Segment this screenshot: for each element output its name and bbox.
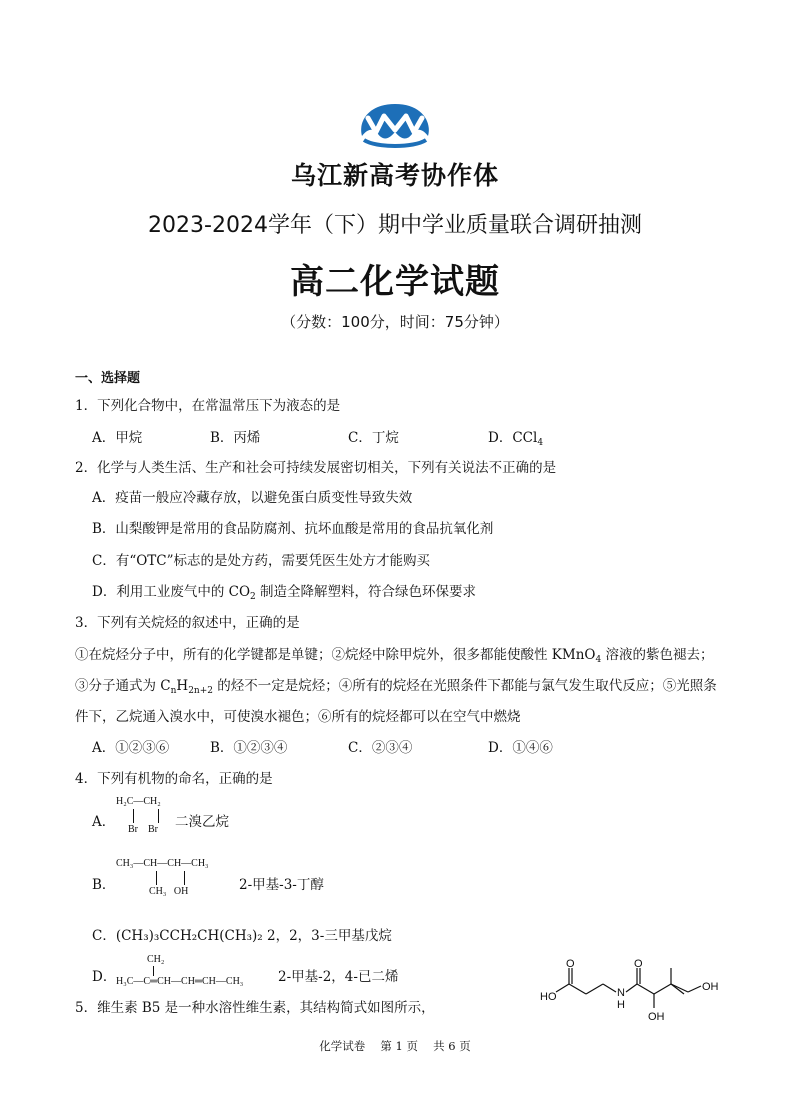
vitamin-b5-skeleton-icon [536,956,726,1026]
b5-label-ho: HO [540,991,557,1003]
bond-line [156,871,157,885]
q4-option-a-label: A． [92,814,116,830]
q3-option-c: C．②③④ [348,740,413,756]
q2-option-c: C．有“OTC”标志的是处方药，需要凭医生处方才能购买 [92,553,431,569]
q4-b-struct-top: CH₃—CH—CH—CH₃ [116,858,209,869]
question-3-stem: 3．下列有关烷烃的叙述中，正确的是 [75,615,300,631]
q3-statement-line-2: ③分子通式为 $C_nH_{2n+2}$ 的烃不一定是烷烃；④所有的烷烃在光照条件下都能与氯气发生取代反应；⑤光照条 [75,678,717,696]
bond-line [153,966,154,976]
b5-label-o2: O [634,958,643,970]
question-2-stem: 2．化学与人类生活、生产和社会可持续发展密切相关，下列有关说法不正确的是 [75,460,557,476]
q3-statement-line-1: ①在烷烃分子中，所有的化学键都是单键；②烷烃中除甲烷外，很多都能使酸性 KMnO$_4$ 溶液的紫色褪去； [75,647,714,665]
b5-label-oh-bottom: OH [648,1011,665,1023]
q4-a-structure [116,796,176,840]
q1-option-b: B．丙烯 [210,430,261,446]
question-1-stem: 1．下列化合物中，在常温常压下为液态的是 [75,398,341,414]
q4-option-a-name: 二溴乙烷 [175,814,229,830]
logo [356,98,434,148]
b5-label-n: N [617,987,625,999]
q4-d-struct-top: CH₂ [147,954,165,965]
q3-option-b: B．①②③④ [210,740,288,756]
q1-option-d: D．CCl$_4$ [488,430,544,448]
q4-option-c: C．(CH₃)₃CCH₂CH(CH₃)₂ 2，2，3-三甲基戊烷 [92,928,392,944]
bond-line [184,871,185,885]
page-footer: 化学试卷 第 1 页 共 6 页 [319,1039,471,1053]
q3-option-d: D．①④⑥ [488,740,553,756]
q4-option-d-name: 2-甲基-2，4-已二烯 [278,969,399,985]
b5-label-h: H [617,999,625,1011]
b5-label-oh-right: OH [702,981,719,993]
logo-text: 乌江新高考协作体 [290,161,499,190]
q1-option-a: A．甲烷 [92,430,143,446]
question-5-stem: 5．维生素 B5 是一种水溶性维生素，其结构简式如图所示， [75,1000,435,1016]
q2-option-d: D．利用工业废气中的 $CO_2$ 制造全降解塑料，符合绿色环保要求 [92,584,477,602]
q2-option-a: A．疫苗一般应冷藏存放，以避免蛋白质变性导致失效 [92,490,413,506]
question-4-stem: 4．下列有机物的命名，正确的是 [75,771,273,787]
q3-option-a: A．①②③⑥ [92,740,170,756]
score-info: （分数：100分，时间：75分钟） [281,313,509,331]
q4-option-b-label: B． [92,877,116,893]
page-title: 高二化学试题 [290,262,500,302]
section-heading: 一、选择题 [75,371,141,386]
q4-b-structure [116,858,236,900]
vitamin-b5-structure [536,956,726,1026]
q4-d-struct-mid: H₃C—C═CH—CH═CH—CH₃ [116,976,244,987]
exam-subtitle: 2023-2024学年（下）期中学业质量联合调研抽测 [148,213,642,238]
q1-option-c: C．丁烷 [348,430,399,446]
q4-d-structure [116,954,256,990]
bond-line [133,809,134,823]
q4-a-struct-bot: Br Br [128,824,158,835]
q4-option-b-name: 2-甲基-3-丁醇 [239,877,324,893]
b5-label-o1: O [566,958,575,970]
q4-b-struct-bot: CH₃ OH [149,886,189,897]
q2-option-b: B．山梨酸钾是常用的食品防腐剂、抗坏血酸是常用的食品抗氧化剂 [92,521,494,537]
bond-line [158,809,159,823]
q4-option-d-label: D． [92,969,117,985]
logo-emblem-icon [356,98,434,148]
q4-a-struct-top: H₂C—CH₂ [116,796,161,807]
q3-statement-line-3: 件下，乙烷通入溴水中，可使溴水褪色；⑥所有的烷烃都可以在空气中燃烧 [75,709,521,725]
